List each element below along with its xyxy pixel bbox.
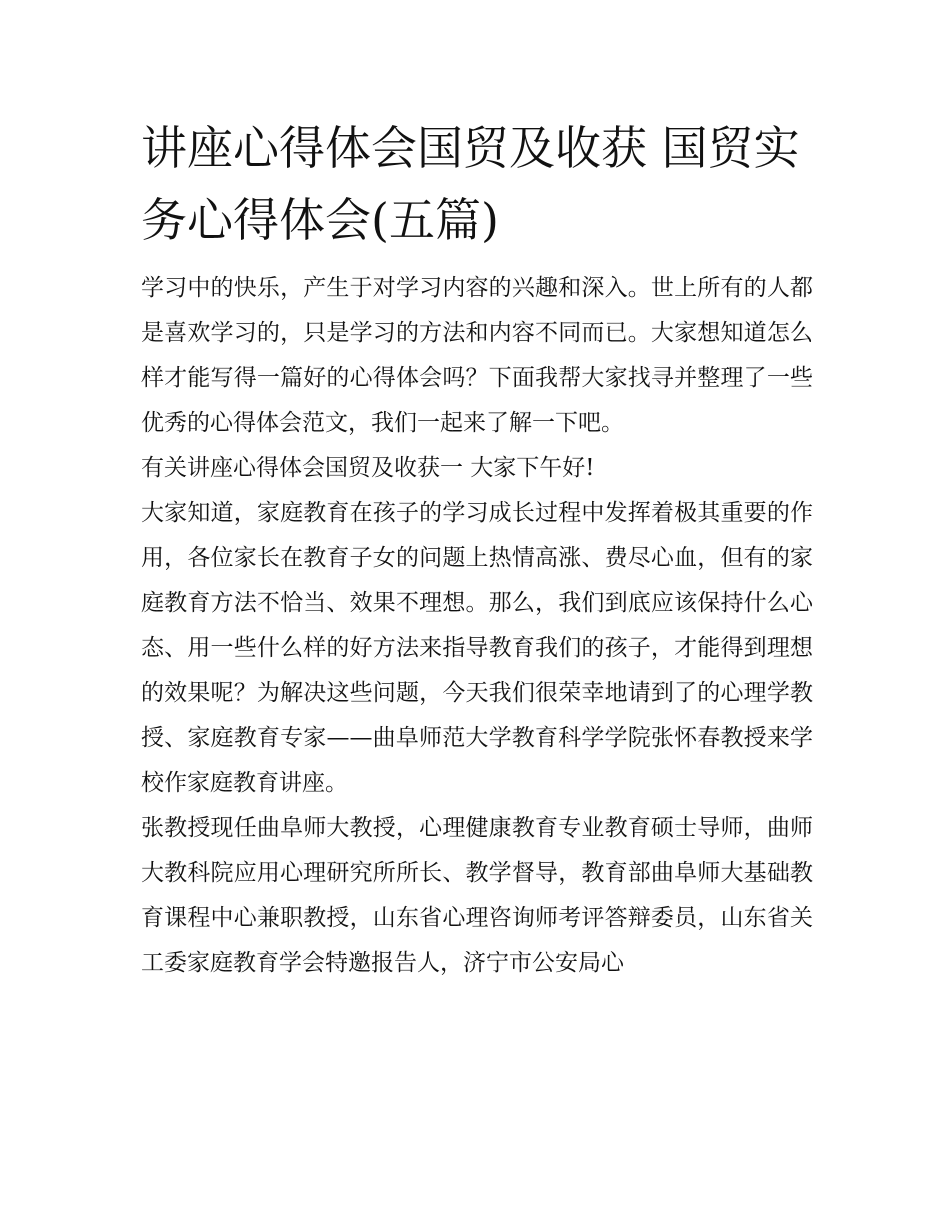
document-content [141,112,813,986]
document-title: 讲座心得体会国贸及收获 国贸实务心得体会(五篇) [141,121,800,247]
paragraph-section-heading: 有关讲座心得体会国贸及收获一 大家下午好! [141,455,595,481]
paragraph-family-education: 大家知道，家庭教育在孩子的学习成长过程中发挥着极其重要的作用，各位家长在教育子女的问题上热情高涨、费尽心血，但有的家庭教育方法不恰当、效果不理想。那么，我们到底应该保持什么心态、用一些什么样的好方法来指导教育我们的孩子，才能得到理想的效果呢？为解决这些问题，今天我们很荣幸地请到了的心理学教授、家庭教育专家——曲阜师范大学教育科学学院张怀春教授来学校作家庭教育讲座。 [141,500,813,796]
document-body [141,266,813,986]
paragraph-professor-bio: 张教授现任曲阜师大教授，心理健康教育专业教育硕士导师，曲师大教科院应用心理研究所所长、教学督导，教育部曲阜师大基础教育课程中心兼职教授，山东省心理咨询师考评答辩委员，山东省关工委家庭教育学会特邀报告人，济宁市公安局心 [141,815,813,976]
paragraph-intro: 学习中的快乐，产生于对学习内容的兴趣和深入。世上所有的人都是喜欢学习的，只是学习的方法和内容不同而已。大家想知道怎么样才能写得一篇好的心得体会吗？下面我帮大家找寻并整理了一些优秀的心得体会范文，我们一起来了解一下吧。 [141,275,813,436]
